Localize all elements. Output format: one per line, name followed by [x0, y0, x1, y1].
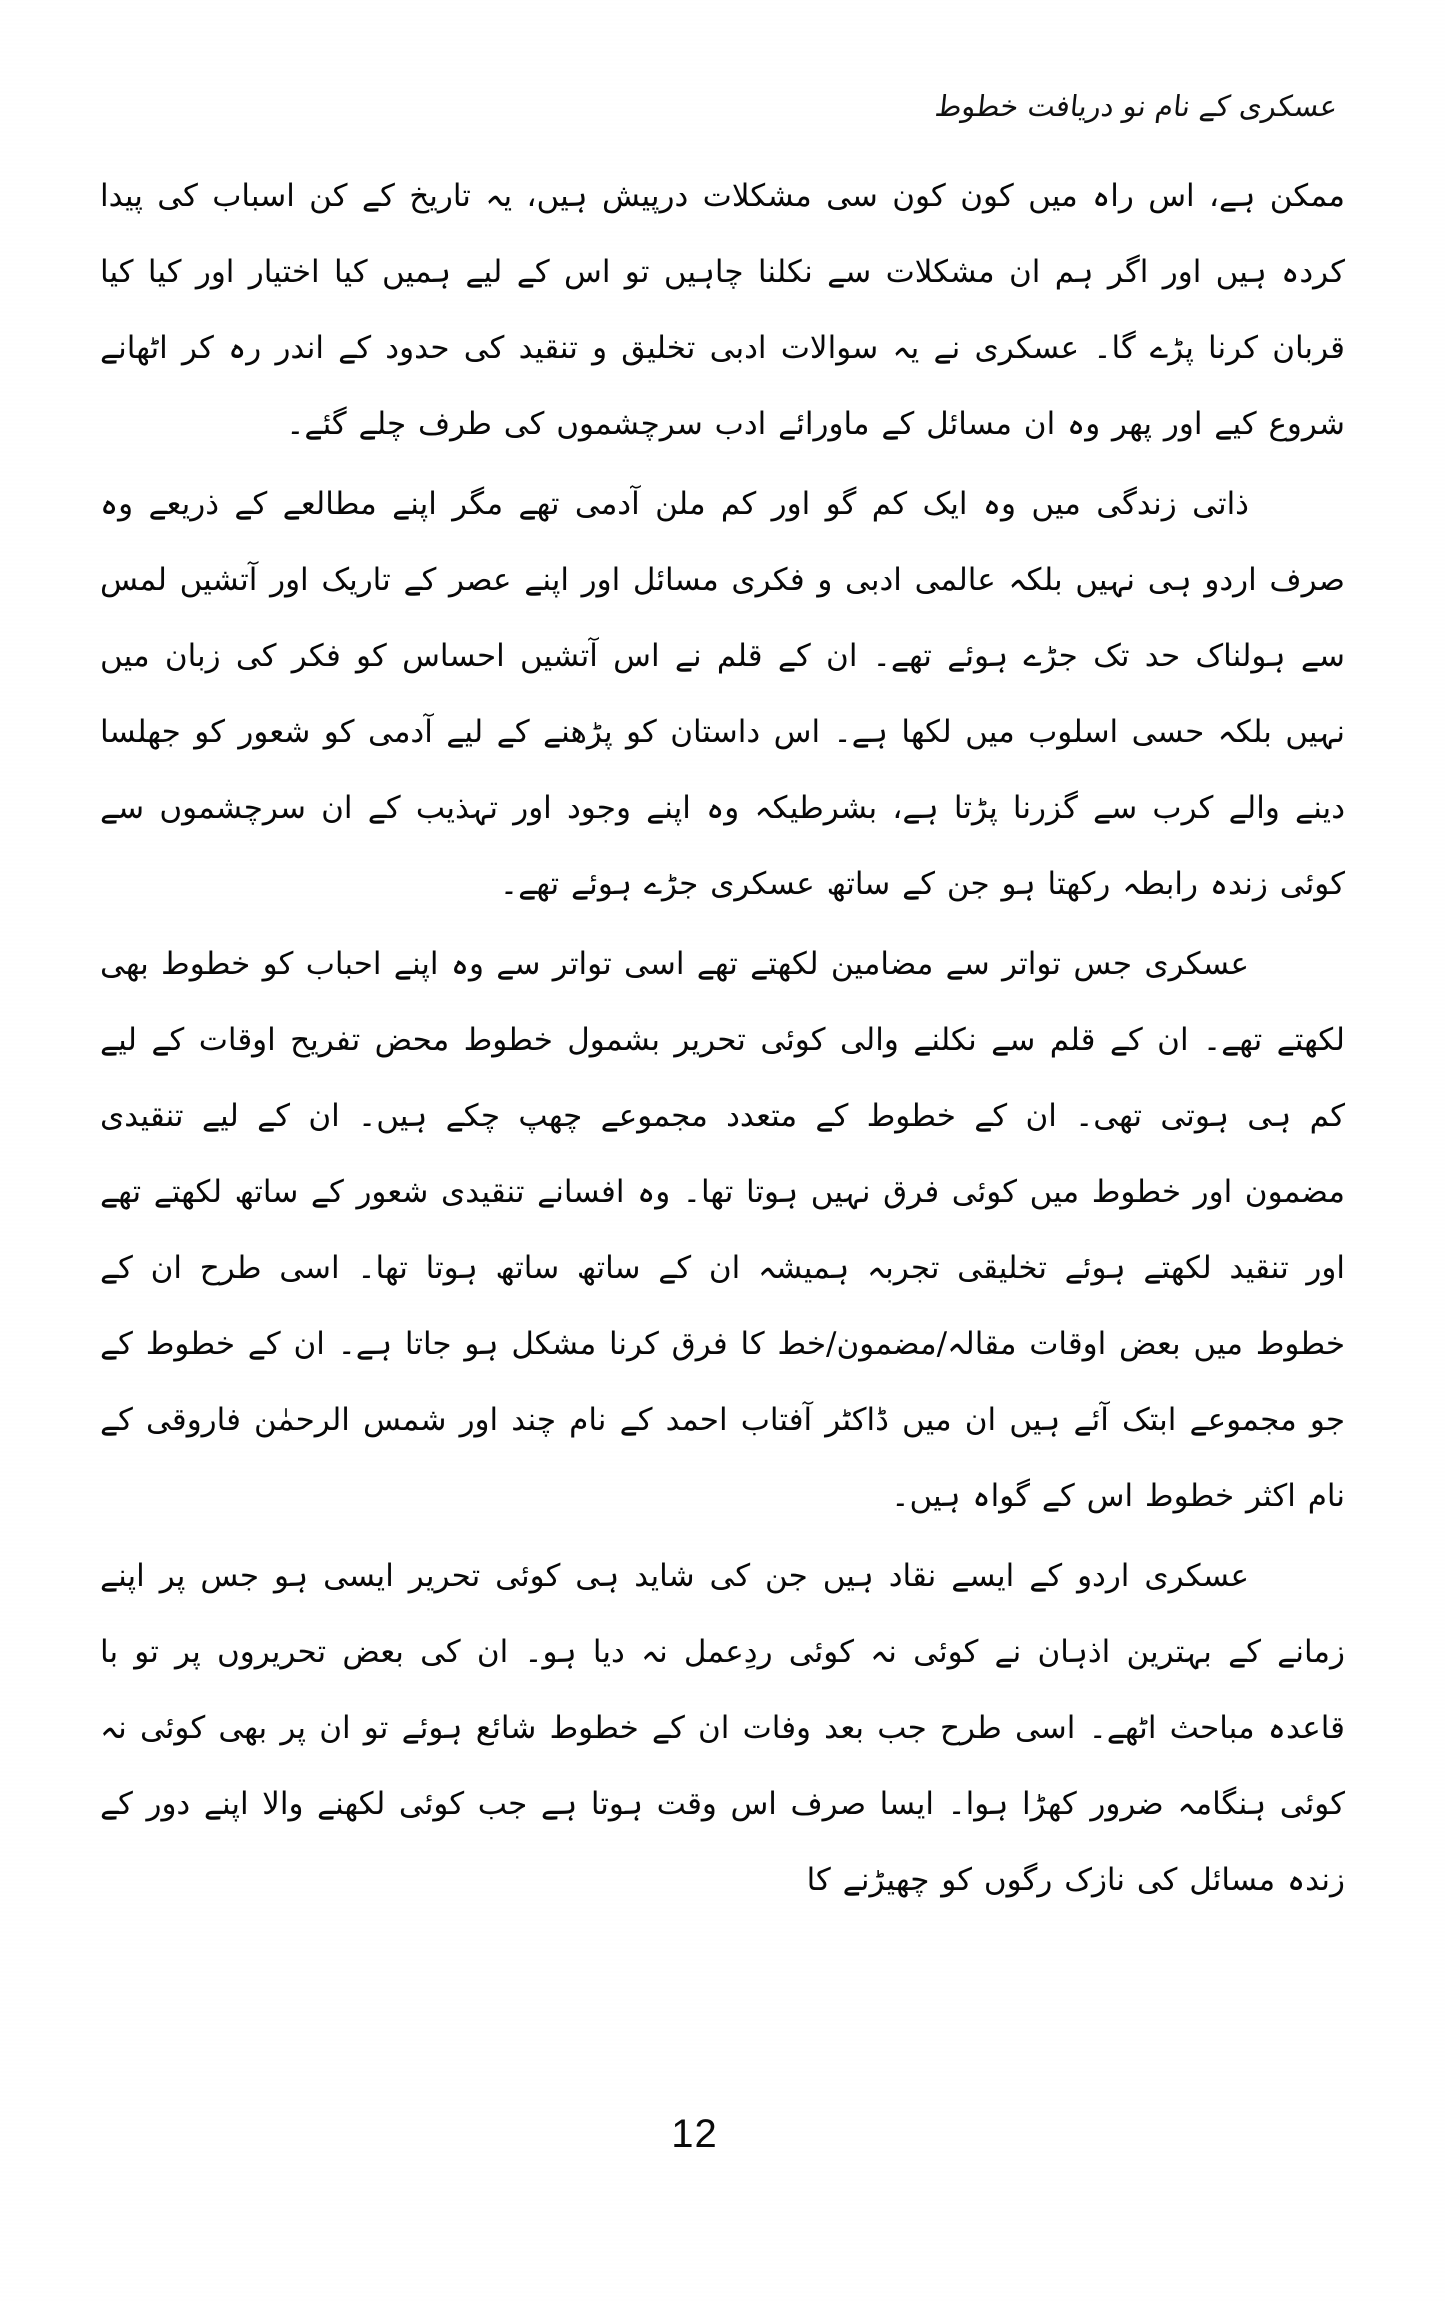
paragraph-2: ذاتی زندگی میں وہ ایک کم گو اور کم ملن آدمی تھے مگر اپنے مطالعے کے ذریعے وہ صرف اردو ہی نہیں بلکہ عالمی ادبی و فکری مسائل اور اپنے عصر کے تاریک اور آتشیں لمس سے ہولناک حد تک جڑے ہوئے تھے۔ ان کے قلم نے اس آتشیں احساس کو فکر کی زبان میں نہیں بلکہ حسی اسلوب میں لکھا ہے۔ اس داستان کو پڑھنے کے لیے آدمی کو شعور کو جھلسا دینے والے کرب سے گزرنا پڑتا ہے، بشرطیکہ وہ اپنے وجود اور تہذیب کے ان سرچشموں سے کوئی زندہ رابطہ رکھتا ہو جن کے ساتھ عسکری جڑے ہوئے تھے۔ — [100, 486, 1345, 902]
body-text-column — [100, 158, 1345, 1922]
running-header-title: عسکری کے نام نو دریافت خطوط — [932, 89, 1339, 123]
running-header — [108, 88, 1337, 140]
paragraph-4: عسکری اردو کے ایسے نقاد ہیں جن کی شاید ہی کوئی تحریر ایسی ہو جس پر اپنے زمانے کے بہترین اذہان نے کوئی نہ کوئی ردِعمل نہ دیا ہو۔ ان کی بعض تحریروں پر تو با قاعدہ مباحث اٹھے۔ اسی طرح جب بعد وفات ان کے خطوط شائع ہوئے تو ان پر بھی کوئی نہ کوئی ہنگامہ ضرور کھڑا ہوا۔ ایسا صرف اس وقت ہوتا ہے جب کوئی لکھنے والا اپنے دور کے زندہ مسائل کی نازک رگوں کو چھیڑنے کا — [100, 1558, 1345, 1898]
page-number-value: 12 — [671, 2112, 718, 2156]
paragraph-3: عسکری جس تواتر سے مضامین لکھتے تھے اسی تواتر سے وہ اپنے احباب کو خطوط بھی لکھتے تھے۔ ان کے قلم سے نکلنے والی کوئی تحریر بشمول خطوط محض تفریح اوقات کے لیے کم ہی ہوتی تھی۔ ان کے خطوط کے متعدد مجموعے چھپ چکے ہیں۔ ان کے لیے تنقیدی مضمون اور خطوط میں کوئی فرق نہیں ہوتا تھا۔ وہ افسانے تنقیدی شعور کے ساتھ لکھتے تھے اور تنقید لکھتے ہوئے تخلیقی تجربہ ہمیشہ ان کے ساتھ ساتھ ہوتا تھا۔ اسی طرح ان کے خطوط میں بعض اوقات مقالہ/مضمون/خط کا فرق کرنا مشکل ہو جاتا ہے۔ ان کے خطوط کے جو مجموعے ابتک آئے ہیں ان میں ڈاکٹر آفتاب احمد کے نام چند اور شمس الرحمٰن فاروقی کے نام اکثر خطوط اس کے گواہ ہیں۔ — [100, 946, 1345, 1514]
paragraph-1: ممکن ہے، اس راہ میں کون کون سی مشکلات درپیش ہیں، یہ تاریخ کے کن اسباب کی پیدا کردہ ہیں اور اگر ہم ان مشکلات سے نکلنا چاہیں تو اس کے لیے ہمیں کیا اختیار اور کیا کیا قربان کرنا پڑے گا۔ عسکری نے یہ سوالات ادبی تخلیق و تنقید کی حدود کے اندر رہ کر اٹھانے شروع کیے اور پھر وہ ان مسائل کے ماورائے ادب سرچشموں کی طرف چلے گئے۔ — [100, 178, 1345, 442]
page-number — [0, 2112, 1445, 2157]
